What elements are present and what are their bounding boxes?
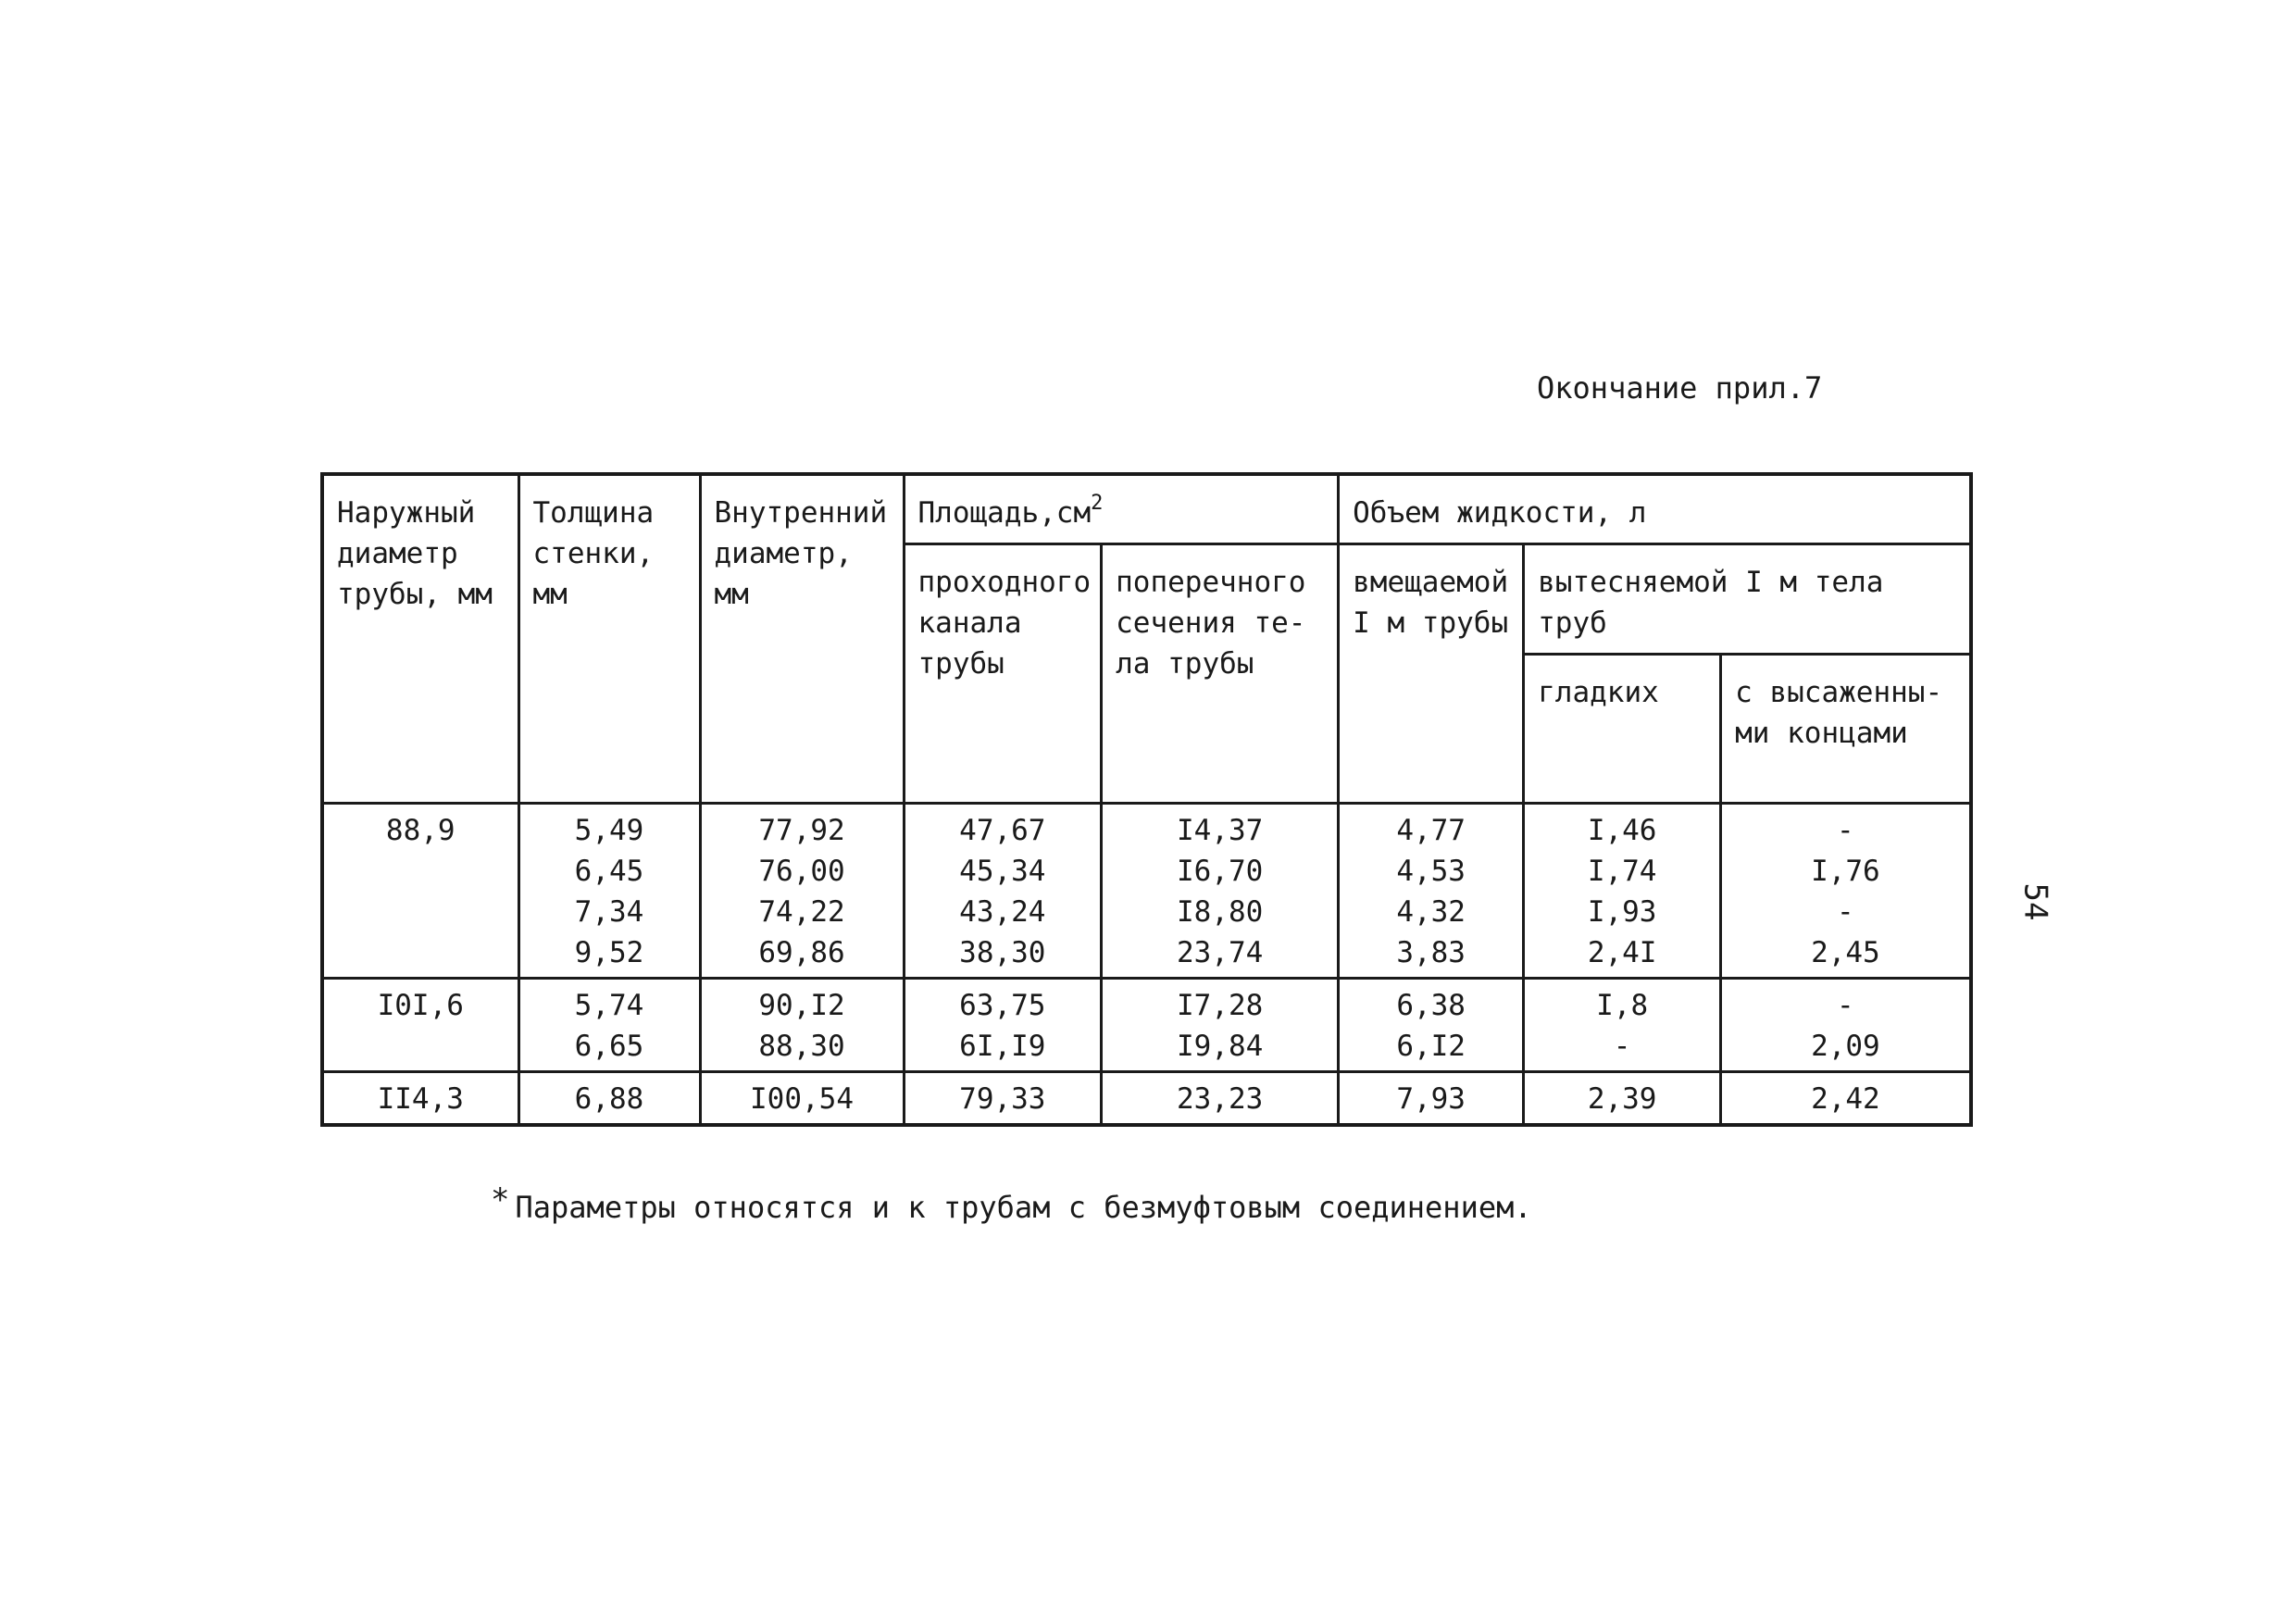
footnote bbox=[491, 1181, 1532, 1225]
cell-value: I6,70 bbox=[1176, 855, 1264, 888]
header-area-unit-exponent: 2 bbox=[1091, 492, 1104, 515]
cell-value: 6,65 bbox=[574, 1030, 644, 1063]
header-outer-diameter: Наружный диаметр трубы, мм bbox=[322, 474, 518, 804]
cell-volume-contained bbox=[1339, 1072, 1524, 1126]
cell-value: 3,83 bbox=[1396, 936, 1466, 969]
cell-value: 4,32 bbox=[1396, 895, 1466, 929]
header-inner-diameter: Внутренний диаметр, мм bbox=[700, 474, 904, 804]
cell-inner-diameter bbox=[700, 979, 904, 1072]
cell-value: 79,33 bbox=[959, 1082, 1046, 1116]
cell-value: 63,75 bbox=[959, 989, 1046, 1022]
header-area-section: поперечного сечения те- ла трубы bbox=[1102, 544, 1339, 804]
cell-outer-diameter: II4,3 bbox=[322, 1072, 518, 1126]
cell-area-section bbox=[1102, 979, 1339, 1072]
table-row bbox=[322, 979, 1971, 1072]
footnote-text: Параметры относятся и к трубам с безмуфтовым соединением. bbox=[515, 1190, 1532, 1225]
footnote-marker: * bbox=[491, 1181, 510, 1218]
cell-area-channel bbox=[904, 1072, 1102, 1126]
cell-value: I9,84 bbox=[1176, 1030, 1264, 1063]
cell-value: I4,37 bbox=[1176, 814, 1264, 847]
cell-area-section bbox=[1102, 1072, 1339, 1126]
cell-value: 6,45 bbox=[574, 855, 644, 888]
table-body bbox=[322, 804, 1971, 1126]
cell-value: 9,52 bbox=[574, 936, 644, 969]
cell-value: 7,34 bbox=[574, 895, 644, 929]
cell-value: 77,92 bbox=[758, 814, 845, 847]
cell-volume-smooth bbox=[1524, 804, 1721, 979]
header-displaced-upset: с высаженны- ми концами bbox=[1721, 655, 1971, 804]
cell-value: I,8 bbox=[1596, 989, 1649, 1022]
appendix-continuation-label: Окончание прил.7 bbox=[1537, 370, 1823, 406]
cell-value: - bbox=[1837, 814, 1854, 847]
cell-area-channel bbox=[904, 979, 1102, 1072]
cell-value: 5,74 bbox=[574, 989, 644, 1022]
cell-value: 2,09 bbox=[1811, 1030, 1880, 1063]
cell-value: 74,22 bbox=[758, 895, 845, 929]
cell-wall bbox=[518, 979, 700, 1072]
cell-wall bbox=[518, 804, 700, 979]
cell-volume-upset bbox=[1721, 1072, 1971, 1126]
cell-value: 5,49 bbox=[574, 814, 644, 847]
cell-area-section bbox=[1102, 804, 1339, 979]
cell-volume-contained bbox=[1339, 979, 1524, 1072]
cell-value: I,46 bbox=[1587, 814, 1657, 847]
cell-wall bbox=[518, 1072, 700, 1126]
pipe-parameters-table bbox=[320, 472, 1973, 1127]
header-area-channel: проходного канала трубы bbox=[904, 544, 1102, 804]
cell-value: I,76 bbox=[1811, 855, 1880, 888]
cell-value: 45,34 bbox=[959, 855, 1046, 888]
header-displaced-smooth: гладких bbox=[1524, 655, 1721, 804]
cell-value: 6,38 bbox=[1396, 989, 1466, 1022]
cell-value: 4,53 bbox=[1396, 855, 1466, 888]
header-area-label: Площадь,см bbox=[917, 496, 1092, 530]
header-wall-thickness: Толщина стенки, мм bbox=[518, 474, 700, 804]
header-area-group bbox=[904, 474, 1339, 544]
cell-volume-smooth bbox=[1524, 1072, 1721, 1126]
cell-inner-diameter bbox=[700, 804, 904, 979]
cell-outer-diameter: I0I,6 bbox=[322, 979, 518, 1072]
cell-value: 6I,I9 bbox=[959, 1030, 1046, 1063]
cell-value: I00,54 bbox=[750, 1082, 854, 1116]
cell-area-channel bbox=[904, 804, 1102, 979]
cell-value: 90,I2 bbox=[758, 989, 845, 1022]
cell-volume-upset bbox=[1721, 804, 1971, 979]
cell-inner-diameter bbox=[700, 1072, 904, 1126]
table-row bbox=[322, 804, 1971, 979]
page-number: 54 bbox=[2016, 882, 2054, 921]
cell-value: 23,23 bbox=[1176, 1082, 1264, 1116]
cell-outer-diameter: 88,9 bbox=[322, 804, 518, 979]
table-header bbox=[322, 474, 1971, 804]
cell-value: 2,42 bbox=[1811, 1082, 1880, 1116]
header-volume-displaced: вытесняемой I м тела труб bbox=[1524, 544, 1971, 655]
cell-value: - bbox=[1613, 1030, 1631, 1063]
cell-volume-contained bbox=[1339, 804, 1524, 979]
cell-value: 88,30 bbox=[758, 1030, 845, 1063]
cell-value: 4,77 bbox=[1396, 814, 1466, 847]
header-volume-group: Объем жидкости, л bbox=[1339, 474, 1971, 544]
cell-value: 2,45 bbox=[1811, 936, 1880, 969]
cell-value: 23,74 bbox=[1176, 936, 1264, 969]
cell-value: 43,24 bbox=[959, 895, 1046, 929]
cell-value: I,74 bbox=[1587, 855, 1657, 888]
cell-value: 47,67 bbox=[959, 814, 1046, 847]
cell-value: 7,93 bbox=[1396, 1082, 1466, 1116]
cell-value: 38,30 bbox=[959, 936, 1046, 969]
cell-value: 69,86 bbox=[758, 936, 845, 969]
cell-value: 76,00 bbox=[758, 855, 845, 888]
cell-value: 6,88 bbox=[574, 1082, 644, 1116]
cell-value: 2,4I bbox=[1587, 936, 1657, 969]
cell-value: - bbox=[1837, 989, 1854, 1022]
cell-volume-smooth bbox=[1524, 979, 1721, 1072]
cell-value: - bbox=[1837, 895, 1854, 929]
cell-volume-upset bbox=[1721, 979, 1971, 1072]
cell-value: 6,I2 bbox=[1396, 1030, 1466, 1063]
cell-value: I,93 bbox=[1587, 895, 1657, 929]
cell-value: I7,28 bbox=[1176, 989, 1264, 1022]
cell-value: I8,80 bbox=[1176, 895, 1264, 929]
table-row bbox=[322, 1072, 1971, 1126]
header-volume-contained: вмещаемой I м трубы bbox=[1339, 544, 1524, 804]
cell-value: 2,39 bbox=[1587, 1082, 1657, 1116]
